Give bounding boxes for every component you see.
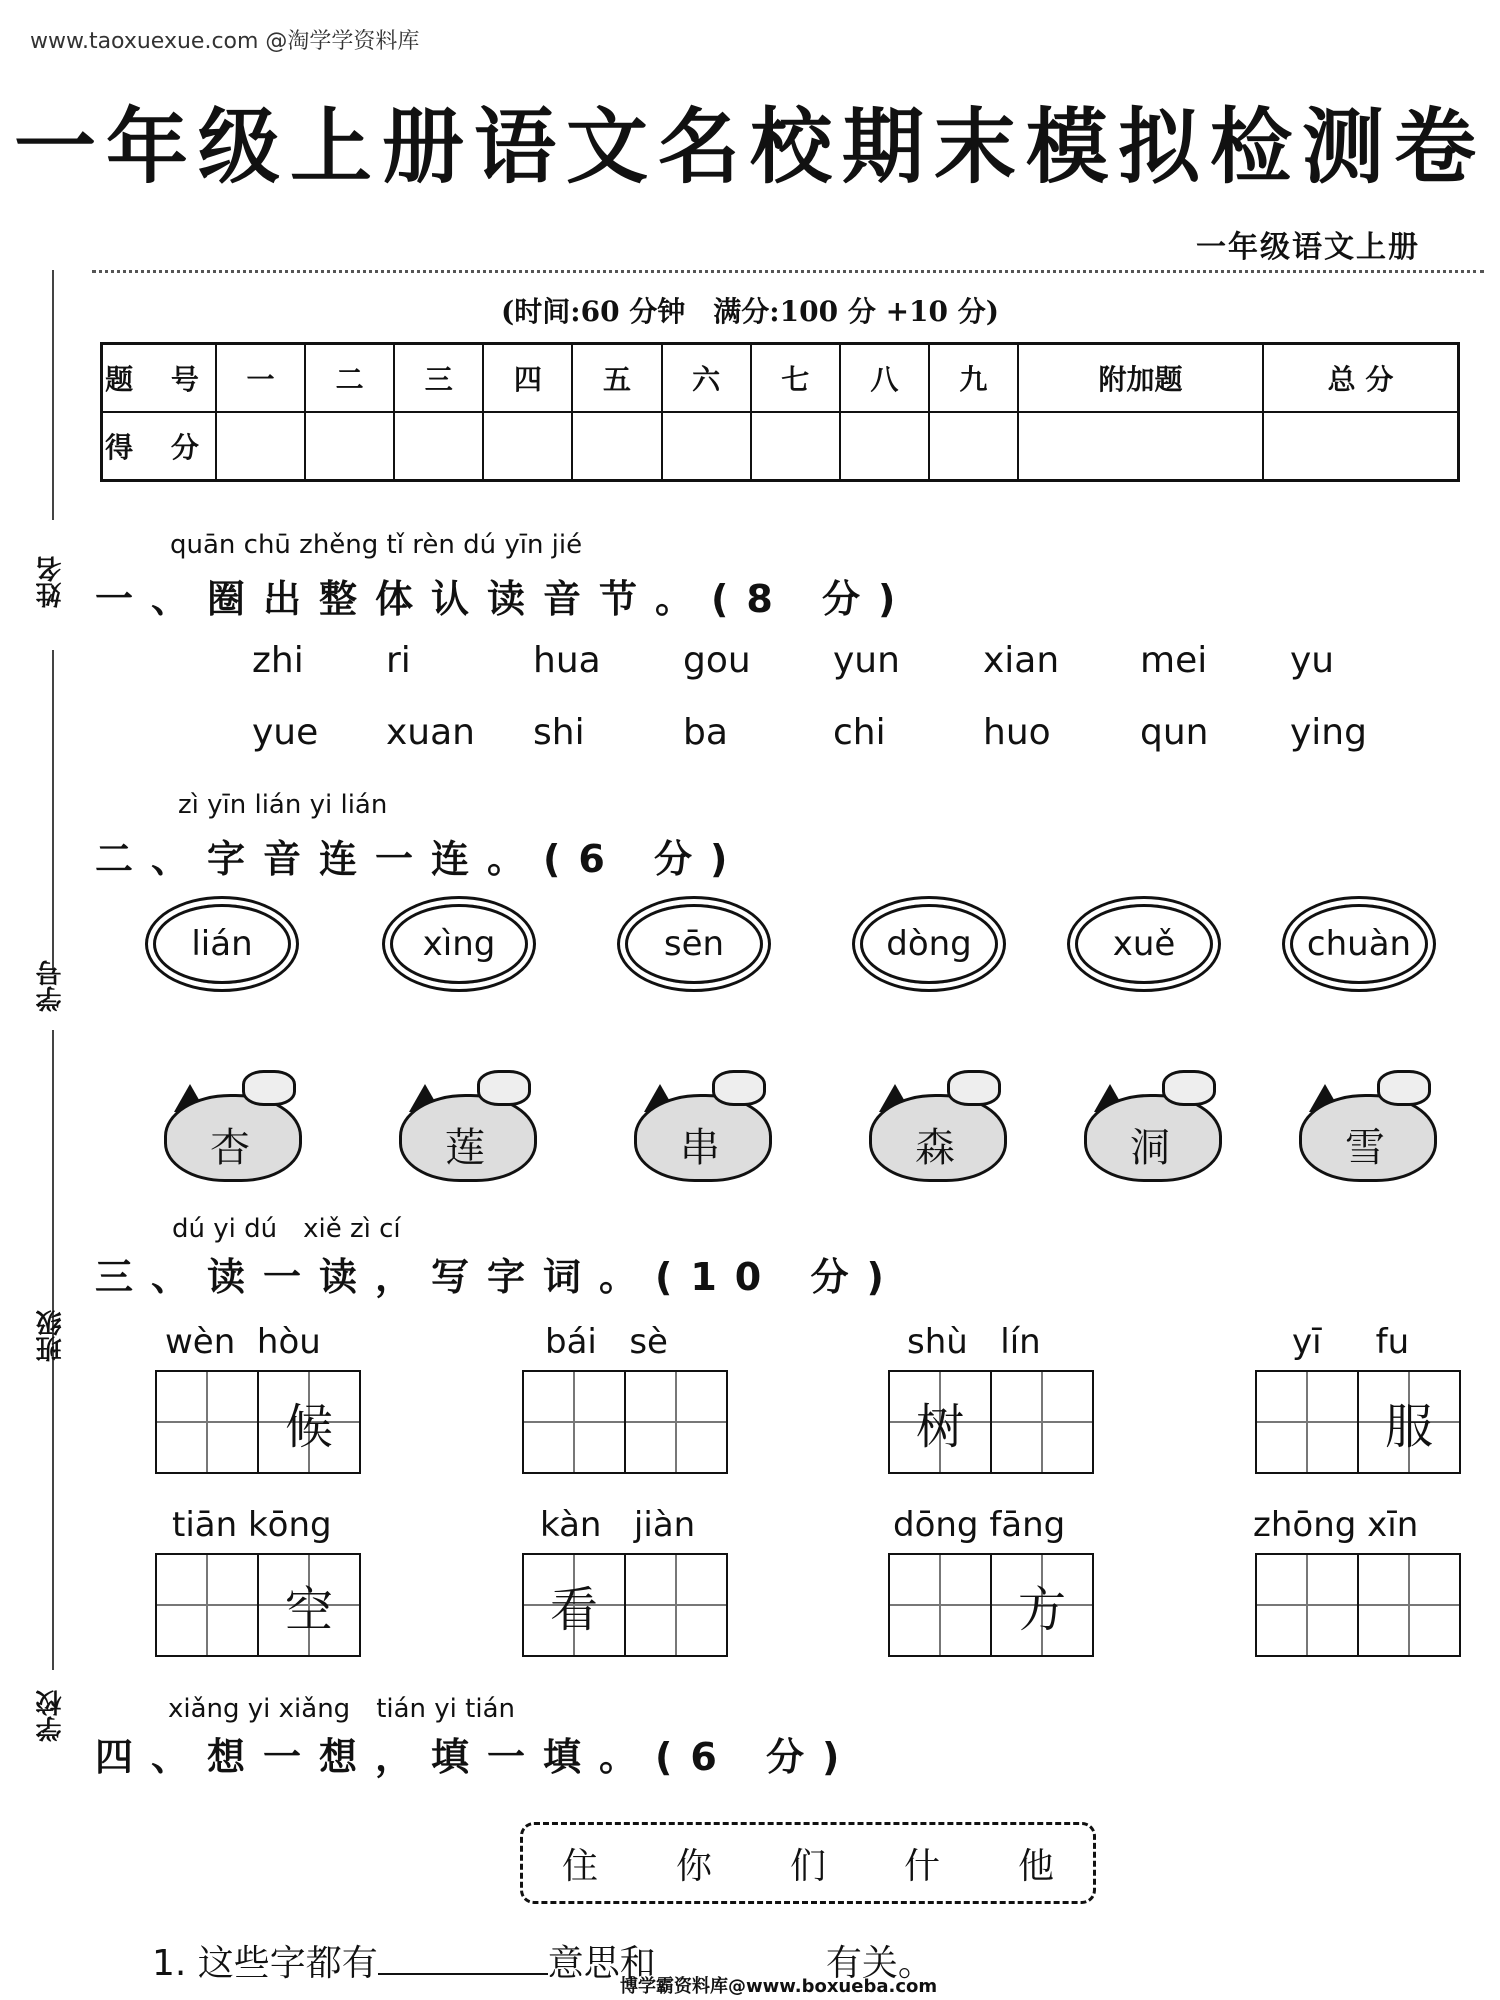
grid-cell[interactable]: 候 [259,1372,359,1472]
pinyin-oval[interactable]: dòng [860,904,998,984]
bow-icon [712,1070,766,1106]
word-pinyin [172,1505,332,1545]
writing-grid[interactable] [155,1553,361,1657]
section4-title: 四、想一想，填一填。(6 分) [95,1735,858,1779]
grid-cell[interactable] [157,1555,259,1655]
word-pinyin-1: dōng [893,1505,979,1545]
syllable[interactable]: gou [683,640,751,681]
syllable[interactable]: xuan [386,712,475,753]
writing-grid[interactable] [1255,1370,1461,1474]
footer-watermark: 博学霸资料库@www.boxueba.com [620,1976,938,1997]
writing-grid[interactable] [888,1370,1094,1474]
section2-title: 二、字音连一连。(6 分) [95,837,746,881]
syllable[interactable]: huo [983,712,1051,753]
grid-cell[interactable] [1257,1555,1359,1655]
score-cell[interactable] [751,412,840,481]
pinyin-oval[interactable]: xuě [1075,904,1213,984]
score-col: 六 [662,344,751,413]
score-cell[interactable] [483,412,572,481]
side-line [52,1400,54,1670]
grid-cell[interactable] [992,1372,1092,1472]
score-row-label: 得 分 [102,412,217,481]
section3-title: 三、读一读，写字词。(10 分) [95,1255,902,1299]
bow-icon [242,1070,296,1106]
writing-grid[interactable] [888,1553,1094,1657]
kitty-char: 串 [680,1125,720,1171]
grid-cell[interactable]: 看 [524,1555,626,1655]
score-value-row [102,412,1459,481]
score-header-label: 题 号 [102,344,217,413]
word-pinyin-1: shù [907,1322,968,1362]
kitty-head-card[interactable] [1295,1070,1435,1178]
score-cell[interactable] [216,412,305,481]
section1-title: 一、圈出整体认读音节。(8 分) [95,577,914,621]
kitty-char: 莲 [445,1125,485,1171]
score-cell[interactable] [1018,412,1263,481]
score-col: 七 [751,344,840,413]
kitty-char: 杏 [210,1125,250,1171]
score-col: 一 [216,344,305,413]
word-pinyin-1: kàn [540,1505,602,1545]
score-table [100,342,1460,482]
syllable[interactable]: ba [683,712,728,753]
kitty-head-card[interactable] [630,1070,770,1178]
grid-cell[interactable] [157,1372,259,1472]
word-pinyin [893,1505,1065,1545]
word-pinyin [907,1322,1041,1362]
side-line [52,270,54,520]
box-char: 们 [789,1845,826,1887]
score-header-row [102,344,1459,413]
side-label-class: 班级 [36,1310,66,1362]
side-line [52,650,54,970]
word-pinyin-2: fāng [989,1505,1066,1545]
box-char: 什 [903,1845,940,1887]
grid-cell[interactable] [524,1372,626,1472]
word-pinyin-1: zhōng [1253,1505,1357,1545]
syllable[interactable]: yun [833,640,900,681]
score-col: 三 [394,344,483,413]
kitty-head-card[interactable] [395,1070,535,1178]
syllable[interactable]: ri [386,640,411,681]
bow-icon [1162,1070,1216,1106]
question-1-part-c: 有关。 [825,1943,934,1984]
kitty-head-card[interactable] [1080,1070,1220,1178]
question-1-part-b: 意思和 [547,1943,656,1984]
syllable[interactable]: xian [983,640,1060,681]
writing-grid[interactable] [522,1370,728,1474]
word-pinyin-2: sè [629,1322,668,1362]
syllable[interactable]: mei [1140,640,1208,681]
word-pinyin [1253,1505,1418,1545]
grid-cell[interactable] [1359,1555,1459,1655]
word-pinyin [165,1322,321,1362]
pinyin-oval[interactable]: xìng [390,904,528,984]
word-pinyin-2: xīn [1367,1505,1419,1545]
bow-icon [947,1070,1001,1106]
score-col: 总 分 [1263,344,1459,413]
score-col: 二 [305,344,394,413]
word-pinyin-2: lín [1000,1322,1041,1362]
word-pinyin [545,1322,668,1362]
syllable[interactable]: qun [1140,712,1209,753]
syllable[interactable]: hua [533,640,601,681]
kitty-char: 洞 [1130,1125,1170,1171]
score-col: 九 [929,344,1018,413]
writing-grid[interactable] [1255,1553,1461,1657]
grid-cell[interactable]: 方 [992,1555,1092,1655]
section2-pinyin: zì yīn lián yi lián [178,790,388,820]
syllable[interactable]: yu [1290,640,1335,681]
word-pinyin-2: kōng [247,1505,332,1545]
section4-pinyin: xiǎng yi xiǎng tián yi tián [168,1694,515,1724]
score-cell[interactable] [929,412,1018,481]
bow-icon [477,1070,531,1106]
word-pinyin [540,1505,695,1545]
box-char: 他 [1017,1845,1054,1887]
box-char: 你 [675,1845,712,1887]
score-cell[interactable] [662,412,751,481]
grid-cell[interactable] [626,1372,726,1472]
score-col: 五 [572,344,661,413]
syllable[interactable]: yue [252,712,319,753]
writing-grid[interactable] [522,1553,728,1657]
score-col: 四 [483,344,572,413]
pinyin-oval[interactable]: sēn [625,904,763,984]
grid-cell[interactable] [626,1555,726,1655]
score-cell[interactable] [840,412,929,481]
syllable[interactable]: ying [1290,712,1367,753]
word-pinyin-2: jiàn [633,1505,696,1545]
pinyin-oval[interactable]: chuàn [1290,904,1428,984]
grid-cell[interactable]: 空 [259,1555,359,1655]
answer-blank-1[interactable] [378,1973,548,1975]
grid-cell[interactable] [890,1555,992,1655]
box-char: 住 [561,1845,598,1887]
page-subtitle: 一年级语文上册 [1196,230,1420,265]
syllable[interactable]: zhi [252,640,304,681]
dotted-divider [92,270,1484,273]
kitty-char: 森 [915,1125,955,1171]
word-pinyin-1: tiān [172,1505,238,1545]
time-info: (时间:60 分钟 满分:100 分 +10 分) [501,295,999,328]
grid-cell[interactable]: 服 [1359,1372,1459,1472]
syllable[interactable]: shi [533,712,585,753]
side-label-student-no: 学号 [36,960,66,1012]
word-pinyin-1: bái [545,1322,597,1362]
side-label-name: 姓名 [36,556,66,608]
writing-grid[interactable] [155,1370,361,1474]
word-pinyin-1: yī [1292,1322,1322,1362]
score-cell[interactable] [1263,412,1459,481]
watermark: www.taoxuexue.com @淘学学资料库 [30,29,420,54]
word-pinyin [1292,1322,1409,1362]
character-box [520,1822,1096,1904]
grid-cell[interactable] [1257,1372,1359,1472]
pinyin-oval[interactable]: lián [153,904,291,984]
bow-icon [1377,1070,1431,1106]
page-title: 一年级上册语文名校期末模拟检测卷 [13,99,1486,195]
question-1-part-a: 1. 这些字都有 [152,1943,378,1984]
kitty-head-card[interactable] [865,1070,1005,1178]
kitty-head-card[interactable] [160,1070,300,1178]
section3-pinyin: dú yi dú xiě zì cí [172,1214,401,1244]
score-col: 八 [840,344,929,413]
word-pinyin-2: fu [1375,1322,1410,1362]
score-cell[interactable] [572,412,661,481]
side-binding-strip [10,270,80,1760]
section1-pinyin: quān chū zhěng tǐ rèn dú yīn jié [170,530,583,560]
word-pinyin-1: wèn [165,1322,236,1362]
score-cell[interactable] [394,412,483,481]
syllable[interactable]: chi [833,712,886,753]
kitty-char: 雪 [1345,1125,1385,1171]
score-cell[interactable] [305,412,394,481]
grid-cell[interactable]: 树 [890,1372,992,1472]
side-label-school: 学校 [36,1690,66,1742]
word-pinyin-2: hòu [256,1322,321,1362]
score-col: 附加题 [1018,344,1263,413]
